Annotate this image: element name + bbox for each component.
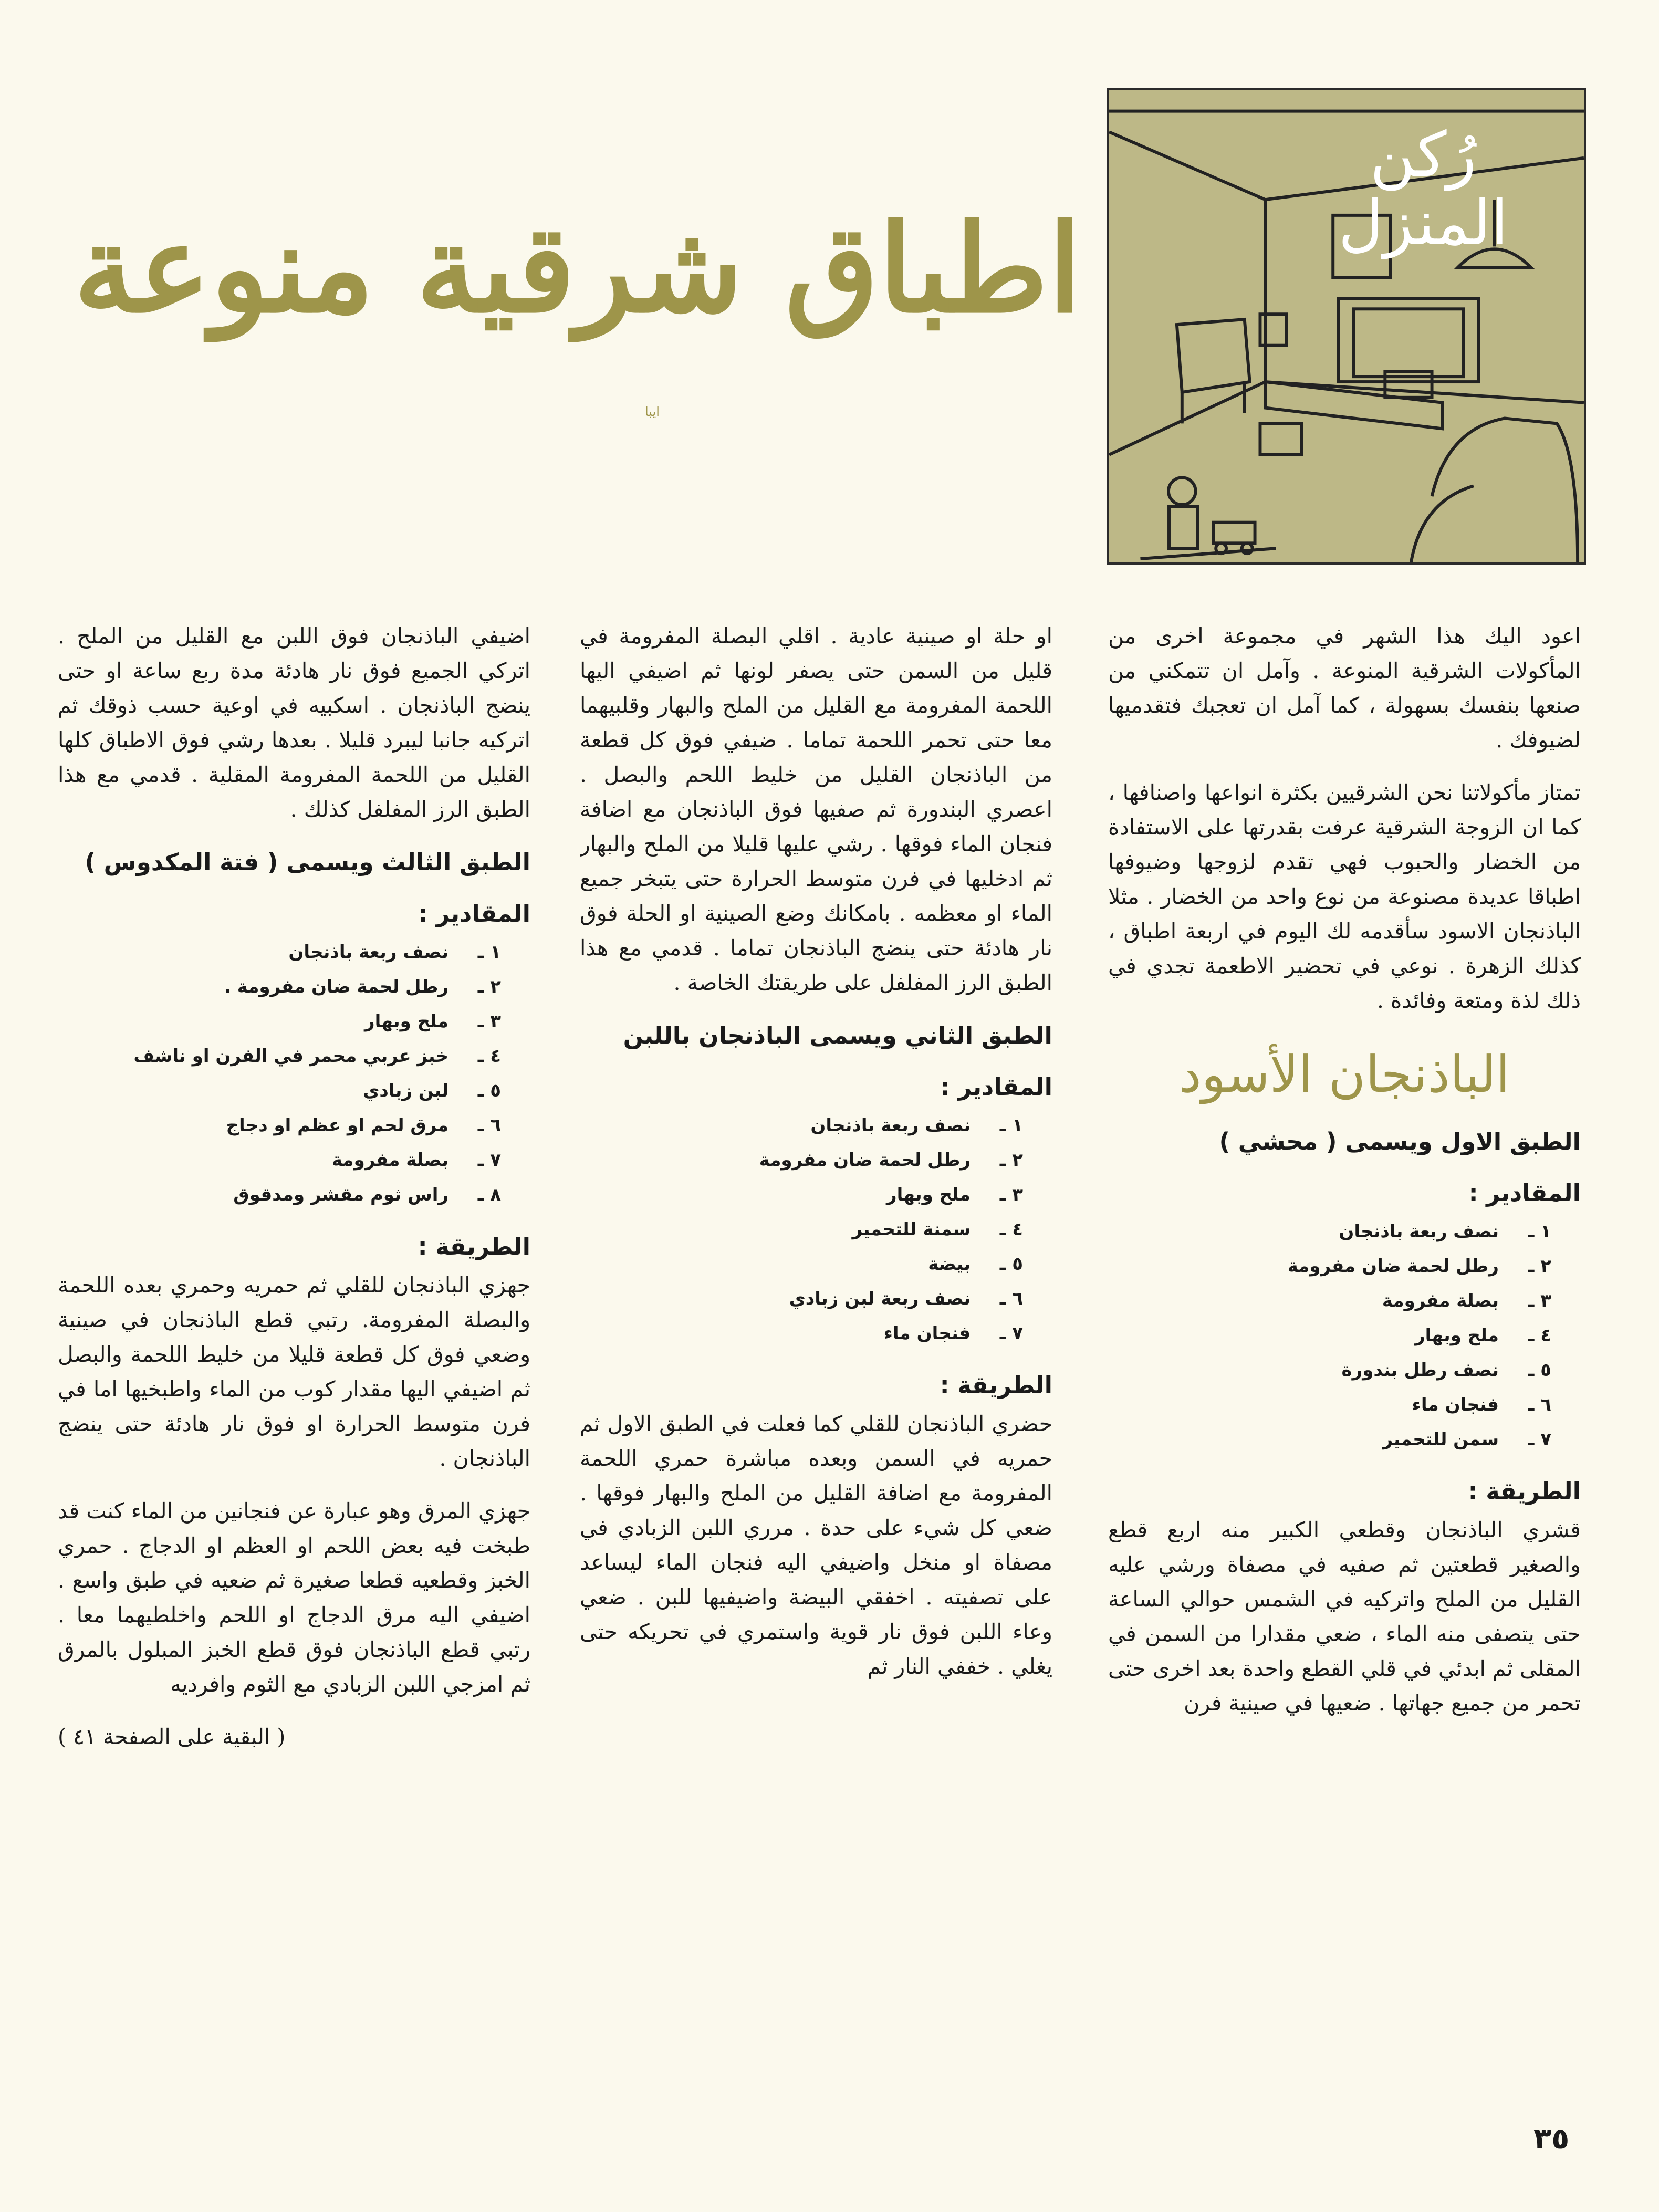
ingredient-item	[580, 1143, 1023, 1177]
ingredient-item	[580, 1108, 1023, 1143]
ingredient-item	[58, 1004, 501, 1039]
ingredient-item	[580, 1247, 1023, 1281]
ingredient-text: مرق لحم او عظم او دجاج	[226, 1115, 448, 1136]
ingredient-item	[58, 1143, 501, 1177]
ingredients-list	[1108, 1214, 1581, 1457]
ingredients-heading: المقادير :	[940, 1073, 1052, 1101]
method-heading: الطريقة :	[1468, 1477, 1581, 1505]
ingredient-number: ١ ـ	[999, 1115, 1023, 1136]
ingredient-number: ٦ ـ	[1528, 1394, 1551, 1415]
method-heading: الطريقة :	[418, 1233, 530, 1260]
ingredient-text: خبز عربي محمر في الفرن او ناشف	[133, 1046, 448, 1067]
ingredient-text: فنجان ماء	[1412, 1394, 1499, 1415]
ingredient-item	[1108, 1318, 1551, 1353]
intro-paragraph: اعود اليك هذا الشهر في مجموعة اخرى من المأكولات الشرقية المنوعة . وآمل ان تتمكني من صنعها بنفسك بسهولة ، كما آمل ان تعجبك فتقدميها لضيوفك .	[1108, 623, 1581, 753]
ingredient-number: ٥ ـ	[1528, 1360, 1551, 1381]
ingredient-text: ملح وبهار	[364, 1011, 448, 1032]
page-number: ٣٥	[1533, 2122, 1570, 2156]
body-paragraph: اضيفي الباذنجان فوق اللبن مع القليل من الملح . اتركي الجميع فوق نار هادئة مدة ربع ساعة او حتى ينضج الباذنجان . اسكبيه في اوعية حسب ذوقك ثم اتركيه جانبا ليبرد قليلا . بعدها رشي فوق الاطباق كلها القليل من اللحمة المفرومة المقلية . قدمي مع هذا الطبق الرز المفلفل كذلك .	[58, 623, 530, 822]
ingredient-number: ٤ ـ	[1528, 1325, 1551, 1346]
ingredient-text: نصف ربعة باذنجان	[1339, 1221, 1499, 1242]
ingredient-item	[580, 1212, 1023, 1247]
ingredient-item	[58, 1108, 501, 1143]
ingredient-text: سمن للتحمير	[1382, 1429, 1499, 1450]
page-title: اطباق شرقية منوعة	[74, 198, 1082, 340]
ingredient-number: ٦ ـ	[999, 1288, 1023, 1309]
ingredient-text: سمنة للتحمير	[852, 1219, 971, 1240]
dish-title: الطبق الثالث ويسمى ( فتة المكدوس )	[85, 848, 530, 876]
ingredient-item	[580, 1281, 1023, 1316]
method-paragraph: حضري الباذنجان للقلي كما فعلت في الطبق الاول ثم حمريه في السمن وبعده مباشرة حمري اللحمة المفرومة مع اضافة القليل من الملح والبهار فوقها . ضعي كل شيء على حدة . مرري اللبن الزبادي في مصفاة او منخل واضيفي اليه فنجان الماء ليساعد على تصفيته . اخفقي البيضة واضيفيها للبن . ضعي وعاء اللبن فوق نار قوية واستمري في تحريكه حتى يغلي . خففي النار ثم	[580, 1411, 1052, 1679]
ingredient-item	[580, 1316, 1023, 1351]
ingredient-number: ١ ـ	[1528, 1221, 1551, 1242]
ingredients-heading: المقادير :	[1468, 1179, 1581, 1207]
section-subtitle: الباذنجان الأسود	[1178, 1045, 1510, 1104]
ingredient-text: نصف ربعة باذنجان	[810, 1115, 971, 1136]
ingredient-item	[1108, 1214, 1551, 1249]
intro-paragraph: تمتاز مأكولاتنا نحن الشرقيين بكثرة انواعها واصنافها ، كما ان الزوجة الشرقية عرفت بقدرتها على الاستفادة من الخضار والحبوب فهي تقدم لزوجها وضيوفها اطباقا عديدة مصنوعة من نوع واحد من الخضار . مثلا الباذنجان الاسود سأقدمه لك اليوم في اربعة اطباق ، كذلك الزهرة . نوعي في تحضير الاطعمة تجدي في ذلك لذة ومتعة وفائدة .	[1108, 780, 1581, 1013]
ingredient-number: ٧ ـ	[999, 1323, 1023, 1344]
ingredient-item	[58, 935, 501, 969]
ingredient-item	[1108, 1249, 1551, 1284]
ingredient-number: ٢ ـ	[999, 1150, 1023, 1171]
ingredient-number: ١ ـ	[477, 942, 501, 963]
ingredient-text: رطل لحمة ضان مفرومة	[1287, 1256, 1499, 1277]
ingredient-item	[58, 969, 501, 1004]
article-column-2	[580, 619, 1052, 2131]
ingredient-text: بصلة مفرومة	[1382, 1290, 1499, 1311]
ingredient-text: نصف رطل بندورة	[1341, 1360, 1499, 1381]
body-paragraph: او حلة او صينية عادية . اقلي البصلة المفرومة في قليل من السمن حتى يصفر لونها ثم اضيفي اليها اللحمة المفرومة مع القليل من الملح والبهار وقلبيهما معا حتى تحمر اللحمة تماما . ضيفي فوق كل قطعة من الباذنجان القليل من خليط اللحم والبصل . اعصري البندورة ثم صفيها فوق الباذنجان مع اضافة فنجان الماء فوقها . رشي عليها قليلا من الملح والبهار ثم ادخليها في فرن متوسط الحرارة حتى يتبخر جميع الماء او معظمه . بامكانك وضع الصينية او الحلة فوق نار هادئة حتى ينضج الباذنجان تماما . قدمي مع هذا الطبق الرز المفلفل على طريقتك الخاصة .	[580, 623, 1052, 995]
ingredient-number: ٧ ـ	[477, 1150, 501, 1171]
article-column-1	[1108, 619, 1581, 2131]
dish-title: الطبق الاول ويسمى ( محشي )	[1219, 1128, 1581, 1155]
article-column-3	[58, 619, 530, 2131]
ingredient-text: نصف ربعة باذنجان	[288, 942, 448, 963]
section-label: رُكن المنزل	[1338, 118, 1508, 259]
illustration-credit: ايبا	[645, 404, 660, 419]
ingredient-number: ٨ ـ	[477, 1184, 501, 1205]
ingredients-list	[580, 1108, 1052, 1351]
ingredient-item	[58, 1177, 501, 1212]
ingredient-number: ٣ ـ	[1528, 1290, 1551, 1311]
ingredient-item	[1108, 1353, 1551, 1387]
ingredient-number: ٤ ـ	[999, 1219, 1023, 1240]
method-paragraph: جهزي الباذنجان للقلي ثم حمريه وحمري بعده اللحمة والبصلة المفرومة. رتبي قطع الباذنجان في صينية وضعي فوق كل قطعة قليلا من خليط اللحمة والبصل ثم اضيفي اليها مقدار كوب من الماء واطبخيها اما في فرن متوسط الحرارة او فوق نار هادئة حتى ينضج الباذنجان .	[58, 1272, 530, 1471]
ingredient-text: ملح وبهار	[886, 1184, 971, 1205]
ingredient-text: راس ثوم مقشر ومدقوق	[233, 1184, 448, 1205]
ingredient-item	[58, 1039, 501, 1073]
ingredient-text: فنجان ماء	[883, 1323, 971, 1344]
ingredient-number: ٦ ـ	[477, 1115, 501, 1136]
ingredient-item	[1108, 1284, 1551, 1318]
ingredient-item	[58, 1073, 501, 1108]
ingredient-number: ٧ ـ	[1528, 1429, 1551, 1450]
ingredient-item	[1108, 1422, 1551, 1457]
method-paragraph: قشري الباذنجان وقطعي الكبير منه اربع قطع والصغير قطعتين ثم صفيه في مصفاة ورشي عليه القليل من الملح واتركيه في الشمس حوالي الساعة حتى يتصفى منه الماء ، ضعي مقدارا من السمن في المقلى ثم ابدئي في قلي القطع واحدة بعد اخرى حتى تحمر من جميع جهاتها . ضعيها في صينية فرن	[1108, 1517, 1581, 1716]
ingredient-number: ٣ ـ	[999, 1184, 1023, 1205]
ingredient-number: ٤ ـ	[477, 1046, 501, 1067]
dish-title: الطبق الثاني ويسمى الباذنجان باللبن	[623, 1021, 1052, 1049]
ingredient-text: بيضة	[928, 1254, 971, 1275]
ingredient-item	[1108, 1387, 1551, 1422]
ingredient-number: ٢ ـ	[477, 976, 501, 997]
method-paragraph: جهزي المرق وهو عبارة عن فنجانين من الماء كنت قد طبخت فيه بعض اللحم او العظم او الدجاج . حمري الخبز وقطعيه قطعا صغيرة ثم ضعيه في طبق واسع . اضيفي اليه مرق الدجاج او اللحم واخلطيهما معا . رتبي قطع الباذنجان فوق قطع الخبز المبلول بالمرق ثم امزجي اللبن الزبادي مع الثوم وافرديه	[58, 1498, 530, 1697]
ingredient-text: بصلة مفرومة	[331, 1150, 448, 1171]
ingredient-number: ٥ ـ	[477, 1080, 501, 1101]
method-heading: الطريقة :	[940, 1371, 1052, 1399]
ingredients-list	[58, 935, 530, 1212]
ingredients-heading: المقادير :	[418, 900, 530, 927]
ingredient-text: ملح وبهار	[1415, 1325, 1499, 1346]
continued-note: ( البقية على الصفحة ٤١ )	[58, 1724, 286, 1749]
ingredient-text: نصف ربعة لبن زبادي	[789, 1288, 971, 1309]
ingredient-item	[580, 1177, 1023, 1212]
ingredient-number: ٢ ـ	[1528, 1256, 1551, 1277]
ingredient-text: رطل لحمة ضان مفرومة .	[224, 976, 448, 997]
ingredient-number: ٥ ـ	[999, 1254, 1023, 1275]
ingredient-text: رطل لحمة ضان مفرومة	[759, 1150, 971, 1171]
ingredient-number: ٣ ـ	[477, 1011, 501, 1032]
ingredient-text: لبن زبادي	[363, 1080, 448, 1101]
